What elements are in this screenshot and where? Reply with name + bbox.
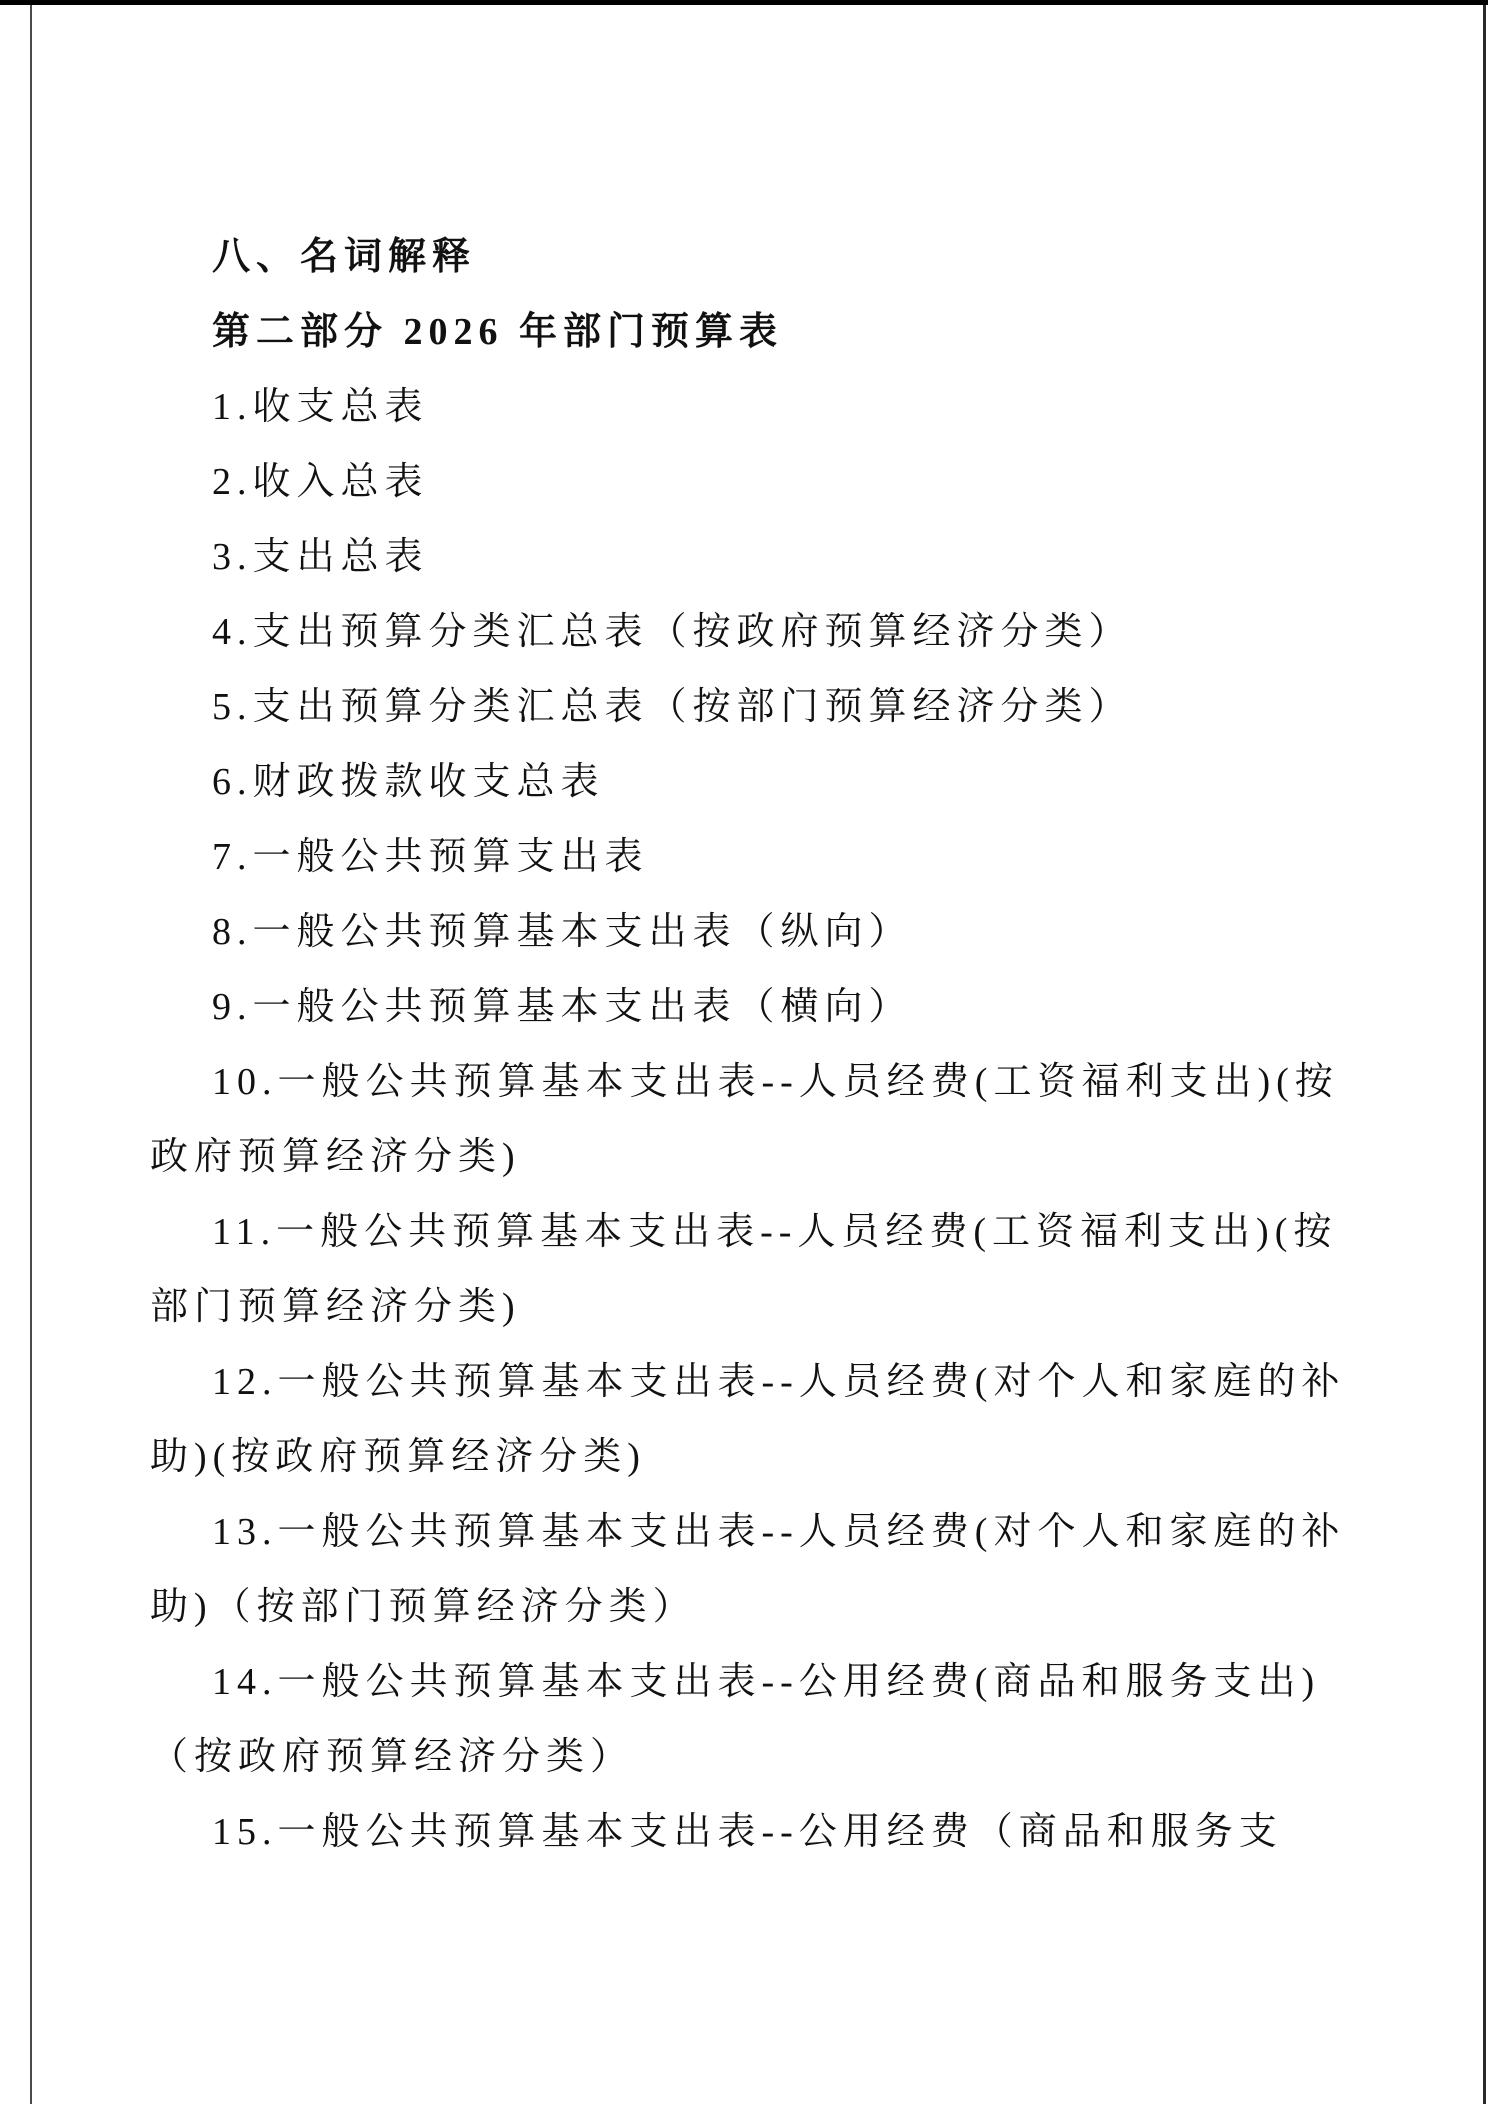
list-item-14-line-2: （按政府预算经济分类）	[150, 1736, 635, 1778]
section-heading-glossary: 八、名词解释	[212, 236, 477, 278]
list-item-11-line-2: 部门预算经济分类)	[150, 1286, 521, 1328]
list-item-7: 7.一般公共预算支出表	[212, 836, 649, 878]
list-item-4: 4.支出预算分类汇总表（按政府预算经济分类）	[212, 611, 1133, 653]
list-item-15-line-1: 15.一般公共预算基本支出表--公用经费（商品和服务支	[212, 1811, 1283, 1853]
list-item-13-line-1: 13.一般公共预算基本支出表--人员经费(对个人和家庭的补	[212, 1511, 1346, 1553]
list-item-5: 5.支出预算分类汇总表（按部门预算经济分类）	[212, 686, 1133, 728]
list-item-14-line-1: 14.一般公共预算基本支出表--公用经费(商品和服务支出)	[212, 1661, 1321, 1703]
list-item-6: 6.财政拨款收支总表	[212, 761, 605, 803]
list-item-10-line-2: 政府预算经济分类)	[150, 1136, 521, 1178]
section-heading-part2: 第二部分 2026 年部门预算表	[212, 311, 784, 353]
list-item-1: 1.收支总表	[212, 386, 429, 428]
list-item-10-line-1: 10.一般公共预算基本支出表--人员经费(工资福利支出)(按	[212, 1061, 1339, 1103]
list-item-8: 8.一般公共预算基本支出表（纵向）	[212, 911, 913, 953]
list-item-2: 2.收入总表	[212, 461, 429, 503]
page-left-border	[30, 5, 32, 2104]
list-item-9: 9.一般公共预算基本支出表（横向）	[212, 986, 913, 1028]
list-item-12-line-1: 12.一般公共预算基本支出表--人员经费(对个人和家庭的补	[212, 1361, 1346, 1403]
list-item-3: 3.支出总表	[212, 536, 429, 578]
document-body	[150, 220, 1350, 1870]
page-top-border	[0, 0, 1488, 5]
list-item-12-line-2: 助)(按政府预算经济分类)	[150, 1436, 646, 1478]
list-item-11-line-1: 11.一般公共预算基本支出表--人员经费(工资福利支出)(按	[212, 1211, 1338, 1253]
page-right-border	[1483, 5, 1486, 2104]
list-item-13-line-2: 助)（按部门预算经济分类）	[150, 1586, 697, 1628]
